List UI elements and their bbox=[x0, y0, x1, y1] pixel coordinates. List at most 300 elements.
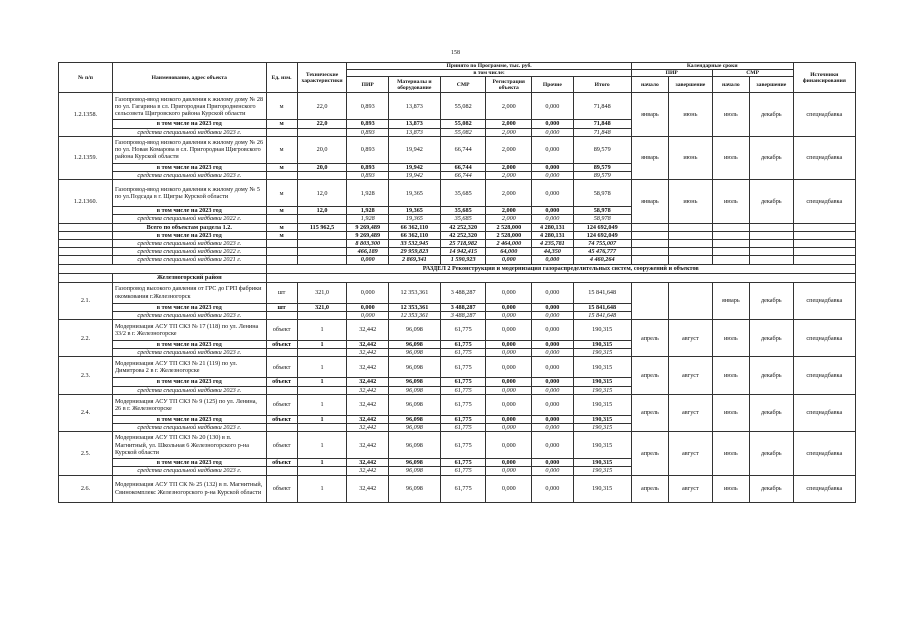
value-pir: 0,893 bbox=[347, 136, 389, 163]
calendar-src: спецнадбавка bbox=[793, 93, 855, 136]
table-row bbox=[59, 240, 856, 248]
value-total: 190,315 bbox=[573, 320, 631, 341]
value-pir: 32,442 bbox=[347, 424, 389, 432]
value-other: 4 280,131 bbox=[532, 223, 574, 231]
empty-cell bbox=[59, 223, 113, 231]
calendar-e2: декабрь bbox=[750, 282, 794, 319]
empty-cell bbox=[712, 256, 749, 264]
empty-cell bbox=[59, 256, 113, 264]
calendar-s2: июль bbox=[712, 93, 749, 136]
value-total: 190,315 bbox=[573, 349, 631, 357]
object-name: в том числе на 2023 год bbox=[112, 207, 266, 215]
value-pir: 32,442 bbox=[347, 475, 389, 502]
value-reg: 0,000 bbox=[486, 386, 532, 394]
calendar-e1: июнь bbox=[669, 136, 713, 179]
calendar-s2: июль bbox=[712, 475, 749, 502]
row-number: 1.2.1359. bbox=[59, 136, 113, 179]
value-reg: 2,000 bbox=[486, 215, 532, 223]
value-smr: 61,775 bbox=[440, 467, 486, 475]
object-name: средства специальной надбавки 2022 г. bbox=[112, 248, 266, 256]
empty-cell bbox=[669, 240, 713, 248]
calendar-s2: июль bbox=[712, 432, 749, 475]
header-unit: Ед. изм. bbox=[266, 63, 297, 93]
value-other: 0,000 bbox=[532, 459, 574, 467]
value-mat: 96,098 bbox=[388, 349, 440, 357]
value-pir: 1,928 bbox=[347, 207, 389, 215]
calendar-e1: июнь bbox=[669, 93, 713, 136]
value-pir: 32,442 bbox=[347, 386, 389, 394]
tech-cell: 1 bbox=[297, 378, 347, 386]
value-pir: 1,928 bbox=[347, 180, 389, 207]
value-pir: 32,442 bbox=[347, 459, 389, 467]
empty-cell bbox=[631, 256, 668, 264]
value-mat: 96,098 bbox=[388, 386, 440, 394]
value-smr: 61,775 bbox=[440, 320, 486, 341]
calendar-s1: апрель bbox=[631, 432, 668, 475]
unit-cell: объект bbox=[266, 378, 297, 386]
object-name: в том числе на 2023 год bbox=[112, 163, 266, 171]
table-row bbox=[59, 256, 856, 264]
object-name: Газопровод высокого давления от ГРС до ГРП фабрики окомкования г.Железногорск bbox=[112, 282, 266, 303]
empty-cell bbox=[793, 256, 855, 264]
value-reg: 2,000 bbox=[486, 136, 532, 163]
tech-cell: 20,0 bbox=[297, 136, 347, 163]
table-row bbox=[59, 432, 856, 459]
object-name: Модернизация АСУ ТП СКЗ № 9 (125) по ул. Ленина, 26 в г. Железногорске bbox=[112, 394, 266, 415]
calendar-s1: апрель bbox=[631, 394, 668, 431]
value-mat: 19,942 bbox=[388, 136, 440, 163]
object-name: в том числе на 2023 год bbox=[112, 415, 266, 423]
calendar-s1: апрель bbox=[631, 475, 668, 502]
value-pir: 0,000 bbox=[347, 311, 389, 319]
calendar-e2: декабрь bbox=[750, 93, 794, 136]
value-total: 71,848 bbox=[573, 93, 631, 120]
row-number: 2.5. bbox=[59, 432, 113, 475]
object-name: Модернизация АСУ ТП СКЗ № 17 (118) по ул. Ленина 33/2 в г. Железногорске bbox=[112, 320, 266, 341]
value-reg: 2 528,000 bbox=[486, 223, 532, 231]
empty-cell bbox=[631, 248, 668, 256]
header-end-smr: завершение bbox=[750, 77, 794, 93]
tech-cell: 22,0 bbox=[297, 93, 347, 120]
value-mat: 12 353,361 bbox=[388, 311, 440, 319]
tech-cell bbox=[297, 424, 347, 432]
value-mat: 19,365 bbox=[388, 207, 440, 215]
header-mat: Материалы и оборудование bbox=[388, 77, 440, 93]
row-number: 2.1. bbox=[59, 282, 113, 319]
empty-cell bbox=[750, 231, 794, 239]
value-other: 0,000 bbox=[532, 120, 574, 128]
header-cal-smr: СМР bbox=[712, 70, 793, 77]
unit-cell: объект bbox=[266, 415, 297, 423]
value-mat: 96,098 bbox=[388, 415, 440, 423]
value-pir: 32,442 bbox=[347, 320, 389, 341]
unit-cell bbox=[266, 386, 297, 394]
object-name: средства специальной надбавки 2023 г. bbox=[112, 424, 266, 432]
value-pir: 8 803,300 bbox=[347, 240, 389, 248]
value-other: 0,000 bbox=[532, 128, 574, 136]
value-total: 190,315 bbox=[573, 459, 631, 467]
value-total: 15 841,648 bbox=[573, 282, 631, 303]
empty-cell bbox=[669, 248, 713, 256]
row-number: 2.3. bbox=[59, 357, 113, 394]
table-row bbox=[59, 357, 856, 378]
empty-cell bbox=[631, 240, 668, 248]
table-row bbox=[59, 320, 856, 341]
unit-cell bbox=[266, 128, 297, 136]
value-reg: 0,000 bbox=[486, 256, 532, 264]
calendar-s2: июль bbox=[712, 136, 749, 179]
value-total: 4 460,264 bbox=[573, 256, 631, 264]
row-number: 1.2.1360. bbox=[59, 180, 113, 223]
tech-cell: 1 bbox=[297, 415, 347, 423]
calendar-src: спецнадбавка bbox=[793, 320, 855, 357]
unit-cell: объект bbox=[266, 459, 297, 467]
calendar-e1: август bbox=[669, 475, 713, 502]
empty-cell bbox=[631, 231, 668, 239]
object-name: средства специальной надбавки 2023 г. bbox=[112, 386, 266, 394]
value-mat: 96,098 bbox=[388, 378, 440, 386]
value-total: 190,315 bbox=[573, 341, 631, 349]
tech-cell bbox=[297, 349, 347, 357]
tech-cell: 1 bbox=[297, 432, 347, 459]
table-row bbox=[59, 273, 856, 282]
value-pir: 32,442 bbox=[347, 378, 389, 386]
header-num: № п/п bbox=[59, 63, 113, 93]
value-reg: 2,000 bbox=[486, 172, 532, 180]
object-name: Модернизация АСУ ТП СКЗ № 20 (130) в п. Магнитный, ул. Школьная 6 Железногорского р-на Курской области bbox=[112, 432, 266, 459]
object-name: в том числе на 2023 год bbox=[112, 231, 266, 239]
empty-cell bbox=[59, 273, 113, 282]
value-total: 45 476,777 bbox=[573, 248, 631, 256]
value-pir: 32,442 bbox=[347, 341, 389, 349]
calendar-s2: июль bbox=[712, 180, 749, 223]
unit-cell: м bbox=[266, 223, 297, 231]
empty-cell bbox=[712, 248, 749, 256]
tech-cell bbox=[297, 128, 347, 136]
unit-cell: объект bbox=[266, 320, 297, 341]
calendar-e1: август bbox=[669, 357, 713, 394]
object-name: средства специальной надбавки 2023 г. bbox=[112, 172, 266, 180]
unit-cell bbox=[266, 256, 297, 264]
object-name: в том числе на 2023 год bbox=[112, 303, 266, 311]
value-mat: 96,098 bbox=[388, 467, 440, 475]
object-name: Модернизация АСУ ТП СКЗ № 21 (119) по ул. Димитрова 2 в г. Железногорске bbox=[112, 357, 266, 378]
value-smr: 42 252,320 bbox=[440, 231, 486, 239]
object-name: в том числе на 2023 год bbox=[112, 341, 266, 349]
program-table bbox=[58, 62, 856, 503]
value-pir: 32,442 bbox=[347, 357, 389, 378]
value-total: 190,315 bbox=[573, 475, 631, 502]
value-smr: 61,775 bbox=[440, 432, 486, 459]
empty-cell bbox=[712, 240, 749, 248]
value-pir: 32,442 bbox=[347, 415, 389, 423]
value-pir: 0,000 bbox=[347, 303, 389, 311]
tech-cell: 1 bbox=[297, 394, 347, 415]
value-mat: 96,098 bbox=[388, 475, 440, 502]
value-total: 124 692,049 bbox=[573, 231, 631, 239]
value-mat: 19,365 bbox=[388, 180, 440, 207]
value-total: 190,315 bbox=[573, 424, 631, 432]
row-number: 2.6. bbox=[59, 475, 113, 502]
value-smr: 61,775 bbox=[440, 349, 486, 357]
tech-cell: 20,0 bbox=[297, 163, 347, 171]
value-smr: 61,775 bbox=[440, 459, 486, 467]
value-total: 89,579 bbox=[573, 172, 631, 180]
value-mat: 13,873 bbox=[388, 128, 440, 136]
unit-cell: м bbox=[266, 231, 297, 239]
calendar-src: спецнадбавка bbox=[793, 394, 855, 431]
tech-cell: 115 962,5 bbox=[297, 223, 347, 231]
value-total: 58,978 bbox=[573, 207, 631, 215]
calendar-src: спецнадбавка bbox=[793, 357, 855, 394]
value-smr: 66,744 bbox=[440, 136, 486, 163]
calendar-e1: август bbox=[669, 432, 713, 475]
object-name: Всего по объектам раздела 1.2. bbox=[112, 223, 266, 231]
header-start-pir: начало bbox=[631, 77, 668, 93]
value-total: 190,315 bbox=[573, 357, 631, 378]
object-name: в том числе на 2023 год bbox=[112, 459, 266, 467]
value-other: 0,000 bbox=[532, 357, 574, 378]
value-total: 190,315 bbox=[573, 467, 631, 475]
header-end-pir: завершение bbox=[669, 77, 713, 93]
value-reg: 2,000 bbox=[486, 120, 532, 128]
value-other: 0,000 bbox=[532, 349, 574, 357]
unit-cell bbox=[266, 311, 297, 319]
value-smr: 55,082 bbox=[440, 128, 486, 136]
tech-cell: 1 bbox=[297, 459, 347, 467]
tech-cell: 22,0 bbox=[297, 120, 347, 128]
header-accepted: Принято по Программе, тыс. руб. bbox=[347, 63, 631, 70]
calendar-s1 bbox=[631, 282, 668, 319]
value-reg: 0,000 bbox=[486, 415, 532, 423]
unit-cell: м bbox=[266, 180, 297, 207]
object-name: средства специальной надбавки 2023 г. bbox=[112, 240, 266, 248]
value-other: 0,000 bbox=[532, 215, 574, 223]
table-row bbox=[59, 180, 856, 207]
value-other: 0,000 bbox=[532, 415, 574, 423]
value-smr: 42 252,320 bbox=[440, 223, 486, 231]
value-total: 190,315 bbox=[573, 394, 631, 415]
value-reg: 2,000 bbox=[486, 128, 532, 136]
value-reg: 2 464,000 bbox=[486, 240, 532, 248]
header-name: Наименование, адрес объекта bbox=[112, 63, 266, 93]
object-name: Модернизация АСУ ТП СК № 25 (132) в п. Магнитный, Свинокомплекс Железногорского р-на Курской области bbox=[112, 475, 266, 502]
value-mat: 66 362,110 bbox=[388, 223, 440, 231]
object-name: средства специальной надбавки 2023 г. bbox=[112, 311, 266, 319]
value-total: 190,315 bbox=[573, 415, 631, 423]
calendar-e1 bbox=[669, 282, 713, 319]
value-pir: 32,442 bbox=[347, 394, 389, 415]
object-name: средства специальной надбавки 2022 г. bbox=[112, 215, 266, 223]
tech-cell bbox=[297, 248, 347, 256]
value-reg: 0,000 bbox=[486, 467, 532, 475]
value-other: 0,000 bbox=[532, 282, 574, 303]
calendar-s1: апрель bbox=[631, 320, 668, 357]
value-reg: 2,000 bbox=[486, 163, 532, 171]
value-other: 0,000 bbox=[532, 320, 574, 341]
value-reg: 2,000 bbox=[486, 180, 532, 207]
unit-cell bbox=[266, 424, 297, 432]
value-reg: 2,000 bbox=[486, 93, 532, 120]
tech-cell bbox=[297, 467, 347, 475]
empty-cell bbox=[750, 240, 794, 248]
value-total: 124 692,049 bbox=[573, 223, 631, 231]
unit-cell: шт bbox=[266, 282, 297, 303]
unit-cell: объект bbox=[266, 341, 297, 349]
calendar-s1: апрель bbox=[631, 357, 668, 394]
tech-cell bbox=[297, 172, 347, 180]
value-mat: 12 353,361 bbox=[388, 303, 440, 311]
table-row bbox=[59, 282, 856, 303]
empty-cell bbox=[712, 231, 749, 239]
unit-cell bbox=[266, 248, 297, 256]
tech-cell: 1 bbox=[297, 475, 347, 502]
value-reg: 0,000 bbox=[486, 475, 532, 502]
tech-cell: 321,0 bbox=[297, 303, 347, 311]
table-row bbox=[59, 394, 856, 415]
value-pir: 32,442 bbox=[347, 467, 389, 475]
header-other: Прочие bbox=[532, 77, 574, 93]
header-pir: ПИР bbox=[347, 77, 389, 93]
header-tech: Технические характеристики bbox=[297, 63, 347, 93]
empty-cell bbox=[750, 256, 794, 264]
value-pir: 466,189 bbox=[347, 248, 389, 256]
unit-cell: м bbox=[266, 120, 297, 128]
calendar-e2: декабрь bbox=[750, 475, 794, 502]
value-other: 0,000 bbox=[532, 311, 574, 319]
value-total: 71,848 bbox=[573, 128, 631, 136]
unit-cell: объект bbox=[266, 475, 297, 502]
tech-cell: 321,0 bbox=[297, 282, 347, 303]
tech-cell: 12,0 bbox=[297, 207, 347, 215]
calendar-e1: июнь bbox=[669, 180, 713, 223]
table-body bbox=[59, 93, 856, 502]
value-smr: 61,775 bbox=[440, 415, 486, 423]
value-mat: 96,098 bbox=[388, 341, 440, 349]
header-start-smr: начало bbox=[712, 77, 749, 93]
calendar-s2: июль bbox=[712, 357, 749, 394]
header-source: Источники финансирования bbox=[793, 63, 855, 93]
tech-cell: 1 bbox=[297, 320, 347, 341]
value-total: 89,579 bbox=[573, 163, 631, 171]
table-row bbox=[59, 475, 856, 502]
empty-cell bbox=[793, 248, 855, 256]
table-row bbox=[59, 264, 856, 273]
value-mat: 96,098 bbox=[388, 432, 440, 459]
value-pir: 1,928 bbox=[347, 215, 389, 223]
value-mat: 66 362,110 bbox=[388, 231, 440, 239]
value-other: 0,000 bbox=[532, 432, 574, 459]
calendar-e2: декабрь bbox=[750, 357, 794, 394]
tech-cell bbox=[297, 231, 347, 239]
value-pir: 0,893 bbox=[347, 93, 389, 120]
unit-cell bbox=[266, 215, 297, 223]
value-reg: 0,000 bbox=[486, 459, 532, 467]
tech-cell bbox=[297, 215, 347, 223]
value-other: 0,000 bbox=[532, 467, 574, 475]
value-other: 0,000 bbox=[532, 424, 574, 432]
unit-cell: шт bbox=[266, 303, 297, 311]
value-other: 4 280,131 bbox=[532, 231, 574, 239]
value-other: 0,000 bbox=[532, 341, 574, 349]
value-mat: 33 532,945 bbox=[388, 240, 440, 248]
value-mat: 96,098 bbox=[388, 320, 440, 341]
value-other: 4 235,781 bbox=[532, 240, 574, 248]
tech-cell: 1 bbox=[297, 341, 347, 349]
unit-cell bbox=[266, 172, 297, 180]
unit-cell: м bbox=[266, 93, 297, 120]
tech-cell: 12,0 bbox=[297, 180, 347, 207]
object-name: средства специальной надбавки 2023 г. bbox=[112, 467, 266, 475]
empty-cell bbox=[669, 223, 713, 231]
value-other: 0,000 bbox=[532, 163, 574, 171]
value-total: 190,315 bbox=[573, 378, 631, 386]
value-reg: 0,000 bbox=[486, 349, 532, 357]
object-name: в том числе на 2023 год bbox=[112, 378, 266, 386]
tech-cell bbox=[297, 256, 347, 264]
object-name: Газопровод-ввод низкого давления к жилому дому № 5 по ул.Подсада в г. Щигры Курской области bbox=[112, 180, 266, 207]
header-total: Итого bbox=[573, 77, 631, 93]
row-number: 2.4. bbox=[59, 394, 113, 431]
value-smr: 66,744 bbox=[440, 163, 486, 171]
value-reg: 0,000 bbox=[486, 432, 532, 459]
empty-cell bbox=[59, 231, 113, 239]
object-name: средства специальной надбавки 2023 г. bbox=[112, 128, 266, 136]
value-total: 71,848 bbox=[573, 120, 631, 128]
object-name: средства специальной надбавки 2021 г. bbox=[112, 256, 266, 264]
value-smr: 55,082 bbox=[440, 120, 486, 128]
calendar-e2: декабрь bbox=[750, 136, 794, 179]
value-smr: 3 488,287 bbox=[440, 282, 486, 303]
value-smr: 61,775 bbox=[440, 357, 486, 378]
value-pir: 0,893 bbox=[347, 120, 389, 128]
value-reg: 0,000 bbox=[486, 424, 532, 432]
calendar-e2: декабрь bbox=[750, 394, 794, 431]
object-name: средства специальной надбавки 2023 г. bbox=[112, 349, 266, 357]
calendar-e2: декабрь bbox=[750, 180, 794, 223]
value-reg: 0,000 bbox=[486, 303, 532, 311]
value-other: 0,000 bbox=[532, 93, 574, 120]
value-pir: 9 269,489 bbox=[347, 231, 389, 239]
empty-cell bbox=[793, 231, 855, 239]
value-other: 0,000 bbox=[532, 207, 574, 215]
value-mat: 2 869,341 bbox=[388, 256, 440, 264]
empty-cell bbox=[59, 240, 113, 248]
empty-cell bbox=[750, 223, 794, 231]
table-header bbox=[59, 63, 856, 93]
empty-cell bbox=[712, 223, 749, 231]
value-mat: 96,098 bbox=[388, 357, 440, 378]
calendar-s2: июль bbox=[712, 394, 749, 431]
value-reg: 2,000 bbox=[486, 207, 532, 215]
value-other: 0,000 bbox=[532, 180, 574, 207]
tech-cell bbox=[297, 240, 347, 248]
value-smr: 55,082 bbox=[440, 93, 486, 120]
header-calendar: Календарные сроки bbox=[631, 63, 793, 70]
value-total: 74 755,007 bbox=[573, 240, 631, 248]
unit-cell: м bbox=[266, 163, 297, 171]
header-cal-pir: ПИР bbox=[631, 70, 712, 77]
calendar-e1: август bbox=[669, 394, 713, 431]
unit-cell bbox=[266, 349, 297, 357]
value-reg: 0,000 bbox=[486, 341, 532, 349]
value-mat: 29 959,823 bbox=[388, 248, 440, 256]
header-smr: СМР bbox=[440, 77, 486, 93]
value-smr: 14 942,415 bbox=[440, 248, 486, 256]
value-other: 0,000 bbox=[532, 256, 574, 264]
tech-cell: 1 bbox=[297, 357, 347, 378]
value-other: 0,000 bbox=[532, 136, 574, 163]
